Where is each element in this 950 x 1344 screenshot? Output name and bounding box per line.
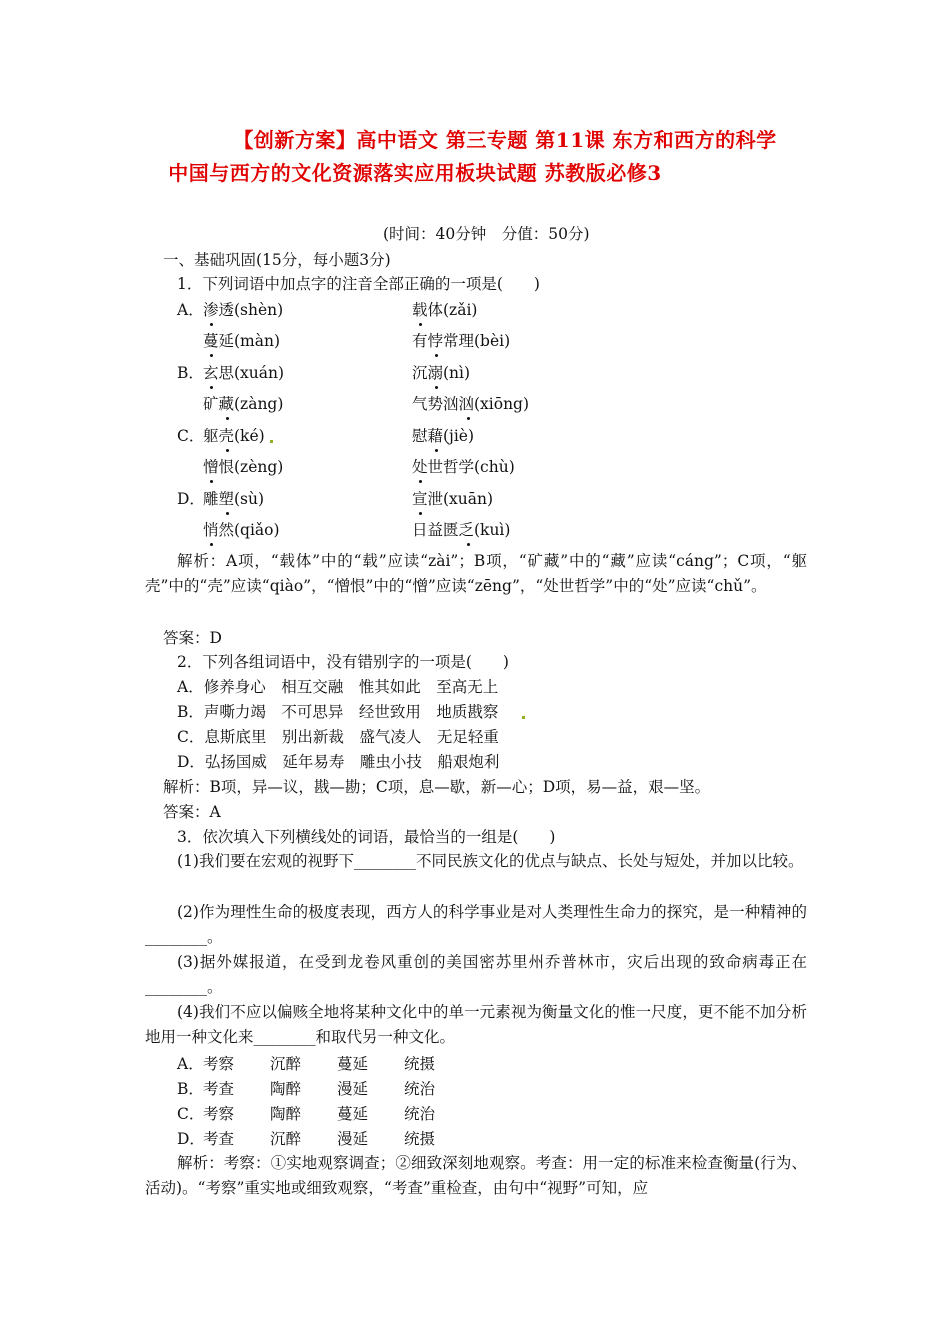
q1-analysis — [145, 549, 807, 599]
emphasis-dot — [210, 354, 213, 357]
q1-stem: 1．下列词语中加点字的注音全部正确的一项是( ) — [177, 275, 540, 293]
q3-analysis-text: 解析：考察：①实地观察调查；②细致深刻地观察。考查：用一定的标准来检查衡量(行为、活动)。“考察”重实地或细致观察，“考查”重检查，由句中“视野”可知，应 — [145, 1154, 807, 1197]
q1-option-d-word3: 悄然(qiǎo) — [203, 521, 280, 539]
emphasis-dot — [226, 449, 229, 452]
q3-sentence-4-text: (4)我们不应以偏赅全地将某种文化中的单一元素视为衡量文化的惟一尺度，更不能不加分析地用一种文化来________和取代另一种文化。 — [145, 1003, 807, 1046]
q2-answer: 答案：A — [163, 803, 221, 821]
emphasis-dot — [210, 323, 213, 326]
q2-option-b: B．声嘶力竭 不可思异 经世致用 地质戡察 — [177, 703, 499, 721]
emphasis-dot — [435, 354, 438, 357]
emphasis-dot — [210, 480, 213, 483]
emphasis-dot — [419, 323, 422, 326]
emphasis-dot — [435, 449, 438, 452]
q3-sentence-2-text: (2)作为理性生命的极度表现，西方人的科学事业是对人类理性生命力的探究，是一种精神的________。 — [145, 903, 807, 946]
exam-meta: (时间：40分钟 分值：50分) — [383, 225, 590, 243]
q3-option-d-w4: 统摄 — [404, 1130, 436, 1148]
q1-option-c-label: C． — [177, 427, 205, 445]
emphasis-dot — [419, 512, 422, 515]
q3-option-b-w3: 漫延 — [337, 1080, 369, 1098]
q1-option-b-label: B． — [177, 364, 204, 382]
q3-option-a-w4: 统摄 — [404, 1055, 436, 1073]
q3-option-b-w1: 考查 — [203, 1080, 235, 1098]
q1-option-a-word4: 有悖常理(bèi) — [412, 332, 511, 350]
q1-option-a-word2: 载体(zǎi) — [412, 301, 478, 319]
q1-option-d-word1: 雕塑(sù) — [203, 490, 265, 508]
q3-option-d-w1: 考查 — [203, 1130, 235, 1148]
document-title-line2: 中国与西方的文化资源落实应用板块试题 苏教版必修3 — [168, 161, 662, 185]
q1-option-a-word3: 蔓延(màn) — [203, 332, 281, 350]
q3-option-a-w1: 考察 — [203, 1055, 235, 1073]
q3-sentence-2 — [145, 900, 807, 950]
marker-dot — [522, 716, 525, 719]
q3-stem: 3．依次填入下列横线处的词语，最恰当的一组是( ) — [177, 828, 556, 846]
q3-option-b-w2: 陶醉 — [270, 1080, 302, 1098]
q3-option-c-w3: 蔓延 — [337, 1105, 369, 1123]
q3-option-b-label: B． — [177, 1080, 204, 1098]
q2-analysis: 解析：B项，异—议，戡—勘；C项，息—歇，新—心；D项，易—益，艰—坚。 — [163, 778, 711, 796]
q1-option-c-word2: 慰藉(jiè) — [412, 427, 475, 445]
emphasis-dot — [467, 543, 470, 546]
q3-option-c-w4: 统治 — [404, 1105, 436, 1123]
q3-option-a-w2: 沉醉 — [270, 1055, 302, 1073]
q3-sentence-3-text: (3)据外媒报道，在受到龙卷风重创的美国密苏里州乔普林市，灾后出现的致命病毒正在________。 — [145, 953, 807, 996]
q2-option-a: A．修养身心 相互交融 惟其如此 至高无上 — [177, 678, 499, 696]
q1-option-c-word1: 躯壳(ké) — [203, 427, 265, 445]
q3-option-d-label: D． — [177, 1130, 205, 1148]
emphasis-dot — [226, 512, 229, 515]
emphasis-dot — [210, 543, 213, 546]
q1-option-d-label: D． — [177, 490, 205, 508]
q3-analysis — [145, 1151, 807, 1201]
q3-sentence-1 — [145, 849, 807, 874]
q1-option-b-word4: 气势汹汹(xiōng) — [412, 395, 530, 413]
q3-option-c-label: C． — [177, 1105, 205, 1123]
q1-option-b-word2: 沉溺(nì) — [412, 364, 471, 382]
q3-option-d-w3: 漫延 — [337, 1130, 369, 1148]
q2-stem: 2．下列各组词语中，没有错别字的一项是( ) — [177, 653, 509, 671]
emphasis-dot — [419, 480, 422, 483]
marker-dot — [270, 440, 273, 443]
q3-sentence-1-text: (1)我们要在宏观的视野下________不同民族文化的优点与缺点、长处与短处，并加以比较。 — [177, 852, 804, 870]
q1-option-a-label: A． — [177, 301, 204, 319]
q1-option-c-word3: 憎恨(zèng) — [203, 458, 284, 476]
q1-answer: 答案：D — [163, 629, 222, 647]
section-heading: 一、基础巩固(15分，每小题3分) — [163, 251, 391, 269]
q3-option-d-w2: 沉醉 — [270, 1130, 302, 1148]
q3-option-a-w3: 蔓延 — [337, 1055, 369, 1073]
emphasis-dot — [226, 417, 229, 420]
emphasis-dot — [467, 417, 470, 420]
q3-sentence-3 — [145, 950, 807, 1000]
q3-option-c-w1: 考察 — [203, 1105, 235, 1123]
q1-option-a-word1: 渗透(shèn) — [203, 301, 284, 319]
q3-option-c-w2: 陶醉 — [270, 1105, 302, 1123]
q1-option-d-word2: 宣泄(xuān) — [412, 490, 494, 508]
q3-sentence-4 — [145, 1000, 807, 1050]
q3-option-b-w4: 统治 — [404, 1080, 436, 1098]
q3-option-a-label: A． — [177, 1055, 204, 1073]
document-title-line1: 【创新方案】高中语文 第三专题 第11课 东方和西方的科学 — [233, 128, 777, 152]
emphasis-dot — [435, 386, 438, 389]
q1-option-b-word1: 玄思(xuán) — [203, 364, 285, 382]
q1-option-b-word3: 矿藏(zàng) — [203, 395, 284, 413]
q1-option-d-word4: 日益匮乏(kuì) — [412, 521, 511, 539]
q1-analysis-text: 解析：A项，“载体”中的“载”应读“zài”；B项，“矿藏”中的“藏”应读“cáng”；C项，“躯壳”中的“壳”应读“qiào”，“憎恨”中的“憎”应读“zēng”，“处世哲学”中的“处”应读“chǔ”。 — [145, 552, 807, 595]
q1-option-c-word4: 处世哲学(chù) — [412, 458, 515, 476]
q2-option-c: C．息斯底里 别出新裁 盛气凌人 无足轻重 — [177, 728, 499, 746]
emphasis-dot — [210, 386, 213, 389]
q2-option-d: D．弘扬国威 延年易寿 雕虫小技 船艰炮利 — [177, 753, 500, 771]
